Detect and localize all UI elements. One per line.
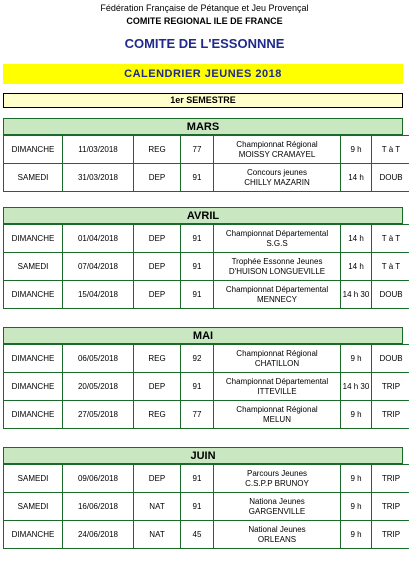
event-format: DOUB — [372, 164, 409, 192]
event-location: ITTEVILLE — [257, 386, 297, 396]
event-department: 77 — [181, 136, 214, 164]
event-date: 01/04/2018 — [63, 225, 134, 253]
event-name — [214, 465, 341, 493]
event-day: DIMANCHE — [4, 225, 63, 253]
event-format: TRIP — [372, 493, 409, 521]
event-location: D'HUISON LONGUEVILLE — [228, 266, 326, 276]
event-day: DIMANCHE — [4, 521, 63, 549]
event-location: MELUN — [262, 414, 291, 424]
comite-departemental-title: COMITE DE L'ESSONNNE — [124, 36, 285, 51]
event-date: 27/05/2018 — [63, 401, 134, 429]
table-row — [4, 253, 409, 281]
events-table — [3, 344, 409, 429]
event-format: T à T — [372, 225, 409, 253]
event-title: Parcours Jeunes — [246, 468, 308, 478]
event-location: CHATILLON — [254, 358, 300, 368]
semester-label: 1er SEMESTRE — [3, 93, 403, 108]
event-name — [214, 521, 341, 549]
event-date: 24/06/2018 — [63, 521, 134, 549]
event-date: 20/05/2018 — [63, 373, 134, 401]
event-department: 91 — [181, 373, 214, 401]
event-format: TRIP — [372, 401, 409, 429]
table-row — [4, 373, 409, 401]
event-time: 9 h — [341, 401, 372, 429]
month-section-avril — [3, 207, 403, 309]
event-name — [214, 164, 341, 192]
month-header: JUIN — [3, 447, 403, 464]
event-department: 91 — [181, 253, 214, 281]
month-header: MAI — [3, 327, 403, 344]
event-date: 07/04/2018 — [63, 253, 134, 281]
event-time: 14 h — [341, 164, 372, 192]
event-name — [214, 493, 341, 521]
federation-name: Fédération Française de Pétanque et Jeu Provençal — [100, 3, 309, 13]
event-date: 15/04/2018 — [63, 281, 134, 309]
event-time: 9 h — [341, 521, 372, 549]
event-time: 9 h — [341, 465, 372, 493]
event-title: Championnat Départemental — [225, 376, 329, 386]
event-name — [214, 225, 341, 253]
event-level: DEP — [134, 465, 181, 493]
events-table — [3, 135, 409, 192]
event-date: 06/05/2018 — [63, 345, 134, 373]
event-title: Championnat Départemental — [225, 228, 329, 238]
event-location: S.G.S — [266, 238, 288, 248]
table-row — [4, 225, 409, 253]
event-department: 92 — [181, 345, 214, 373]
event-day: DIMANCHE — [4, 401, 63, 429]
table-row — [4, 164, 409, 192]
event-day: DIMANCHE — [4, 136, 63, 164]
table-row — [4, 493, 409, 521]
event-level: NAT — [134, 493, 181, 521]
event-day: DIMANCHE — [4, 373, 63, 401]
event-location: MOISSY CRAMAYEL — [238, 149, 316, 159]
event-name — [214, 253, 341, 281]
event-title: Championnat Régional — [236, 348, 318, 358]
event-level: REG — [134, 345, 181, 373]
event-format: DOUB — [372, 281, 409, 309]
table-row — [4, 136, 409, 164]
event-time: 9 h — [341, 136, 372, 164]
event-name — [214, 136, 341, 164]
event-name — [214, 281, 341, 309]
events-table — [3, 464, 409, 549]
event-day: SAMEDI — [4, 465, 63, 493]
event-date: 09/06/2018 — [63, 465, 134, 493]
event-title: Nationa Jeunes — [249, 496, 305, 506]
event-date: 11/03/2018 — [63, 136, 134, 164]
table-row — [4, 401, 409, 429]
event-level: DEP — [134, 164, 181, 192]
table-row — [4, 345, 409, 373]
event-format: T à T — [372, 253, 409, 281]
event-title: Concours jeunes — [246, 167, 308, 177]
event-department: 45 — [181, 521, 214, 549]
event-location: GARGENVILLE — [248, 506, 306, 516]
event-day: SAMEDI — [4, 253, 63, 281]
event-date: 31/03/2018 — [63, 164, 134, 192]
event-department: 91 — [181, 164, 214, 192]
event-format: TRIP — [372, 373, 409, 401]
event-title: Championnat Départemental — [225, 284, 329, 294]
event-format: TRIP — [372, 465, 409, 493]
event-format: T à T — [372, 136, 409, 164]
event-level: DEP — [134, 373, 181, 401]
event-level: REG — [134, 401, 181, 429]
event-time: 14 h 30 — [341, 281, 372, 309]
event-name — [214, 401, 341, 429]
event-title: Championnat Régional — [236, 139, 318, 149]
month-header: MARS — [3, 118, 403, 135]
event-day: DIMANCHE — [4, 281, 63, 309]
event-level: REG — [134, 136, 181, 164]
calendar-banner: CALENDRIER JEUNES 2018 — [3, 64, 403, 84]
event-department: 91 — [181, 493, 214, 521]
table-row — [4, 521, 409, 549]
event-day: DIMANCHE — [4, 345, 63, 373]
event-location: MENNECY — [256, 294, 297, 304]
month-section-juin — [3, 447, 403, 549]
event-date: 16/06/2018 — [63, 493, 134, 521]
table-row — [4, 465, 409, 493]
event-level: NAT — [134, 521, 181, 549]
event-title: Trophée Essonne Jeunes — [231, 256, 323, 266]
event-time: 9 h — [341, 493, 372, 521]
event-level: DEP — [134, 253, 181, 281]
event-department: 77 — [181, 401, 214, 429]
event-location: CHILLY MAZARIN — [244, 177, 310, 187]
event-location: ORLEANS — [257, 534, 297, 544]
event-location: C.S.P.P BRUNOY — [245, 478, 309, 488]
event-time: 14 h 30 — [341, 373, 372, 401]
event-day: SAMEDI — [4, 493, 63, 521]
event-department: 91 — [181, 465, 214, 493]
event-day: SAMEDI — [4, 164, 63, 192]
month-section-mai — [3, 327, 403, 429]
event-format: DOUB — [372, 345, 409, 373]
event-name — [214, 345, 341, 373]
table-row — [4, 281, 409, 309]
month-header: AVRIL — [3, 207, 403, 224]
event-level: DEP — [134, 225, 181, 253]
event-department: 91 — [181, 225, 214, 253]
event-format: TRIP — [372, 521, 409, 549]
event-title: National Jeunes — [248, 524, 306, 534]
event-time: 14 h — [341, 225, 372, 253]
events-table — [3, 224, 409, 309]
event-department: 91 — [181, 281, 214, 309]
event-time: 14 h — [341, 253, 372, 281]
event-name — [214, 373, 341, 401]
event-time: 9 h — [341, 345, 372, 373]
event-level: DEP — [134, 281, 181, 309]
event-title: Championnat Régional — [236, 404, 318, 414]
comite-regional-title: COMITE REGIONAL ILE DE FRANCE — [126, 16, 283, 26]
month-section-mars — [3, 118, 403, 192]
